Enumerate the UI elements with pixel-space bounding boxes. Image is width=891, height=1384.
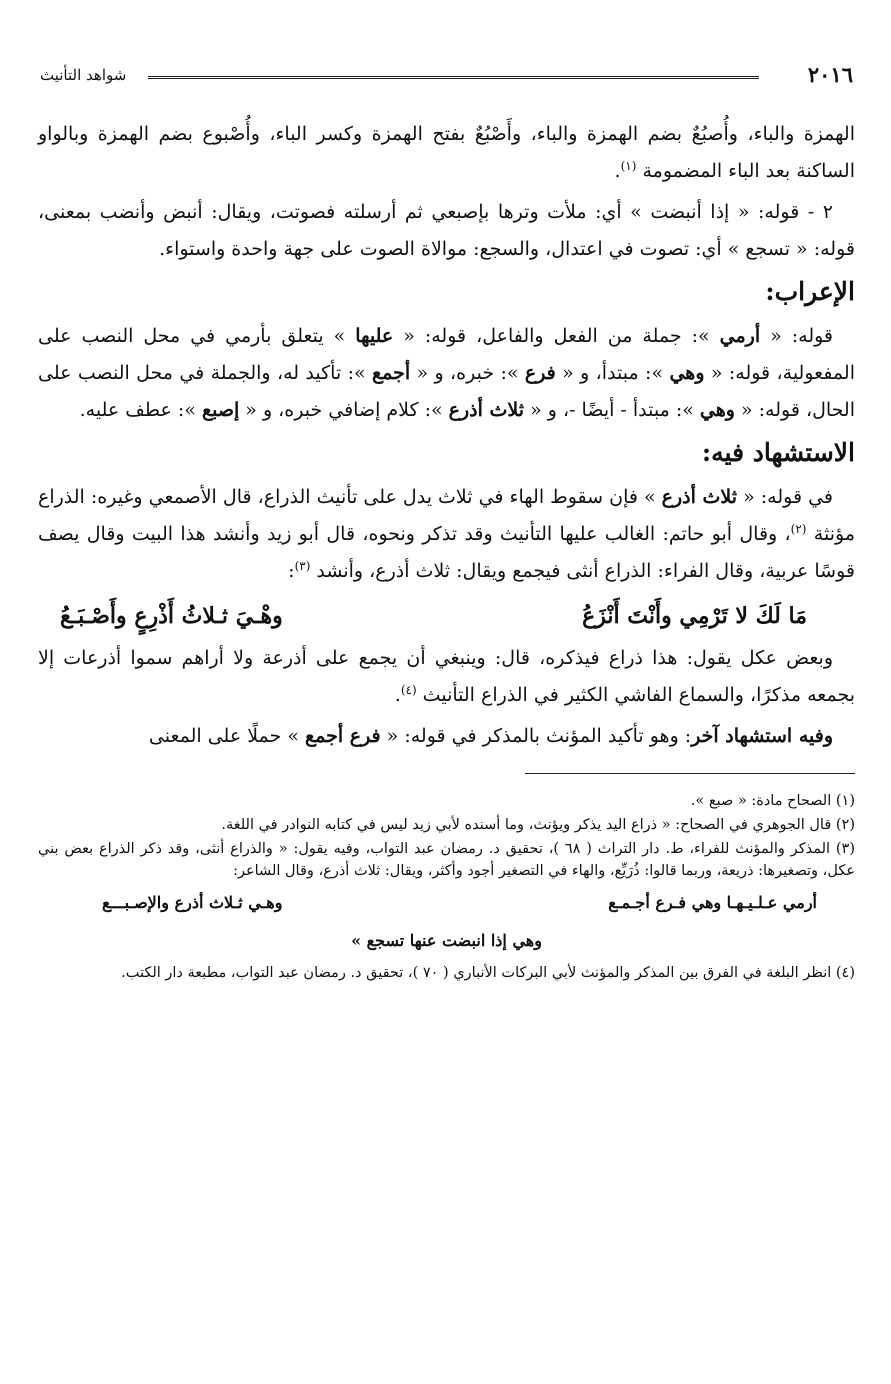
irab-word: فرع xyxy=(524,362,556,384)
istishhad-paragraph-3: وفيه استشهاد آخر: وهو تأكيد المؤنث بالمذكر في قوله: « فرع أجمع » حملًا على المعنى xyxy=(148,725,833,747)
running-title: شواهد التأنيث xyxy=(40,66,127,84)
irab-word: وهي xyxy=(669,362,705,384)
footnotes xyxy=(38,790,855,984)
verse-second-hemistich: وهْـيَ ثـلاثُ أَذْرِعٍ وأَصْـبَـعُ xyxy=(60,603,283,629)
irab-heading: الإعراب: xyxy=(765,277,855,306)
footnote-ref-2: (٢) xyxy=(790,522,807,536)
book-page xyxy=(38,60,855,1384)
footnote-verse-second: وهـي ثـلاث أذرع والإصـبـــع xyxy=(102,893,283,912)
page-number: ٢٠١٦ xyxy=(807,62,853,87)
footnote-1: (١) الصحاح مادة: « صبع ». xyxy=(690,793,855,809)
quoted-phrase: فرع أجمع xyxy=(305,725,381,747)
lexical-paragraph-2: ٢ - قوله: « إذا أنبضت » أي: ملأت وترها بإصبعي ثم أرسلته فصوتت، ويقال: أنبض وأنضب بمعنى، قوله: « تسجع » أي: تصوت في اعتدال، والسجع: موالاة الصوت على جهة واحدة واستواء. xyxy=(38,201,855,260)
footnote-ref-4: (٤) xyxy=(400,683,417,697)
footnote-verse-line: وهي إذا انبضت عنها تسجع » xyxy=(351,931,542,950)
irab-word: أجمع xyxy=(372,362,411,384)
quoted-phrase: ثلاث أذرع xyxy=(661,486,738,508)
footnote-ref-3: (٣) xyxy=(294,559,311,573)
istishhad-paragraph-2: وبعض عكل يقول: هذا ذراع فيذكره، قال: وينبغي أن يجمع على أذرعة ولا أراهم سموا أذرعات إلا بجمعه مذكرًا، والسماع الفاشي الكثير في الذراع التأنيث $^{(٤)}$. xyxy=(38,647,855,706)
irab-word: ثلاث أذرع xyxy=(448,399,525,421)
irab-word: عليها xyxy=(355,325,394,347)
running-header xyxy=(38,60,855,100)
irab-word: أرمي xyxy=(719,325,761,347)
other-evidence-label: وفيه استشهاد آخر xyxy=(691,725,833,747)
istishhad-paragraph-1: في قوله: « ثلاث أذرع » فإن سقوط الهاء في ثلاث يدل على تأنيث الذراع، قال الأصمعي وغيره: الذراع مؤنثة $^{(٢)}$، وقال أبو حاتم: الغالب عليها التأنيث وقد تذكر ونحوه، قال أبو زيد وأنشد هذا البيت وقال يصف قوسًا عربية، وقال الفراء: الذراع أنثى فيجمع ويقال: ثلاث أذرع، وأنشد $^{(٣)}$: xyxy=(38,486,855,582)
footnote-verse xyxy=(38,888,855,918)
lexical-paragraph-1: الهمزة والباء، وأُصبُعٌ بضم الهمزة والباء، وأَصْبُعٌ بفتح الهمزة وكسر الباء، وأُصْبوع بضم الهمزة وبالواو الساكنة بعد الباء المضمومة $^{(١)}$. xyxy=(38,123,855,182)
footnote-verse-first: أرمي عـلـيـهـا وهي فـرع أجـمـع xyxy=(608,893,817,912)
footnote-separator xyxy=(525,773,855,774)
footnote-4: (٤) انظر البلغة في الفرق بين المذكر والمؤنث لأبي البركات الأنباري ( ٧٠ )، تحقيق د. رمضان عبد التواب، مطبعة دار الكتب. xyxy=(121,965,855,981)
header-rule xyxy=(148,76,759,79)
footnote-ref-1: (١) xyxy=(620,159,637,173)
main-text xyxy=(38,116,855,755)
poetry-verse xyxy=(38,594,855,638)
istishhad-heading: الاستشهاد فيه: xyxy=(701,438,855,467)
footnote-2: (٢) قال الجوهري في الصحاح: « ذراع اليد يذكر ويؤنث، وما أسنده لأبي زيد ليس في كتابه النوادر في اللغة. xyxy=(221,817,855,833)
irab-word: وهي xyxy=(699,399,735,421)
irab-paragraph: قوله: « أرمي »: جملة من الفعل والفاعل، قوله: « عليها » يتعلق بأرمي في محل النصب على المفعولية، قوله: « وهي »: مبتدأ، و « فرع »: خبره، و « أجمع »: تأكيد له، والجملة في محل النصب على الحال، قوله: « وهي »: مبتدأ - أيضًا -، و « ثلاث أذرع »: كلام إضافي خبره، و « إصبع »: عطف عليه. xyxy=(38,325,855,421)
irab-word: إصبع xyxy=(201,399,240,421)
verse-first-hemistich: مَا لَكَ لا تَرْمِي وأَنْتَ أَنْزَعُ xyxy=(582,603,807,629)
footnote-3: (٣) المذكر والمؤنث للفراء، ط. دار التراث ( ٦٨ )، تحقيق د. رمضان عبد التواب، وفيه يقول: « والذراع أنثى، وقد ذكر الذراع بعض بني عكل، وتصغيرها: ذريعة، وربما قالوا: ذُرَيِّع، والهاء في التصغير أجود وأكثر، ويقال: ثلاث أذرع، وقال الشاعر: xyxy=(38,841,855,879)
